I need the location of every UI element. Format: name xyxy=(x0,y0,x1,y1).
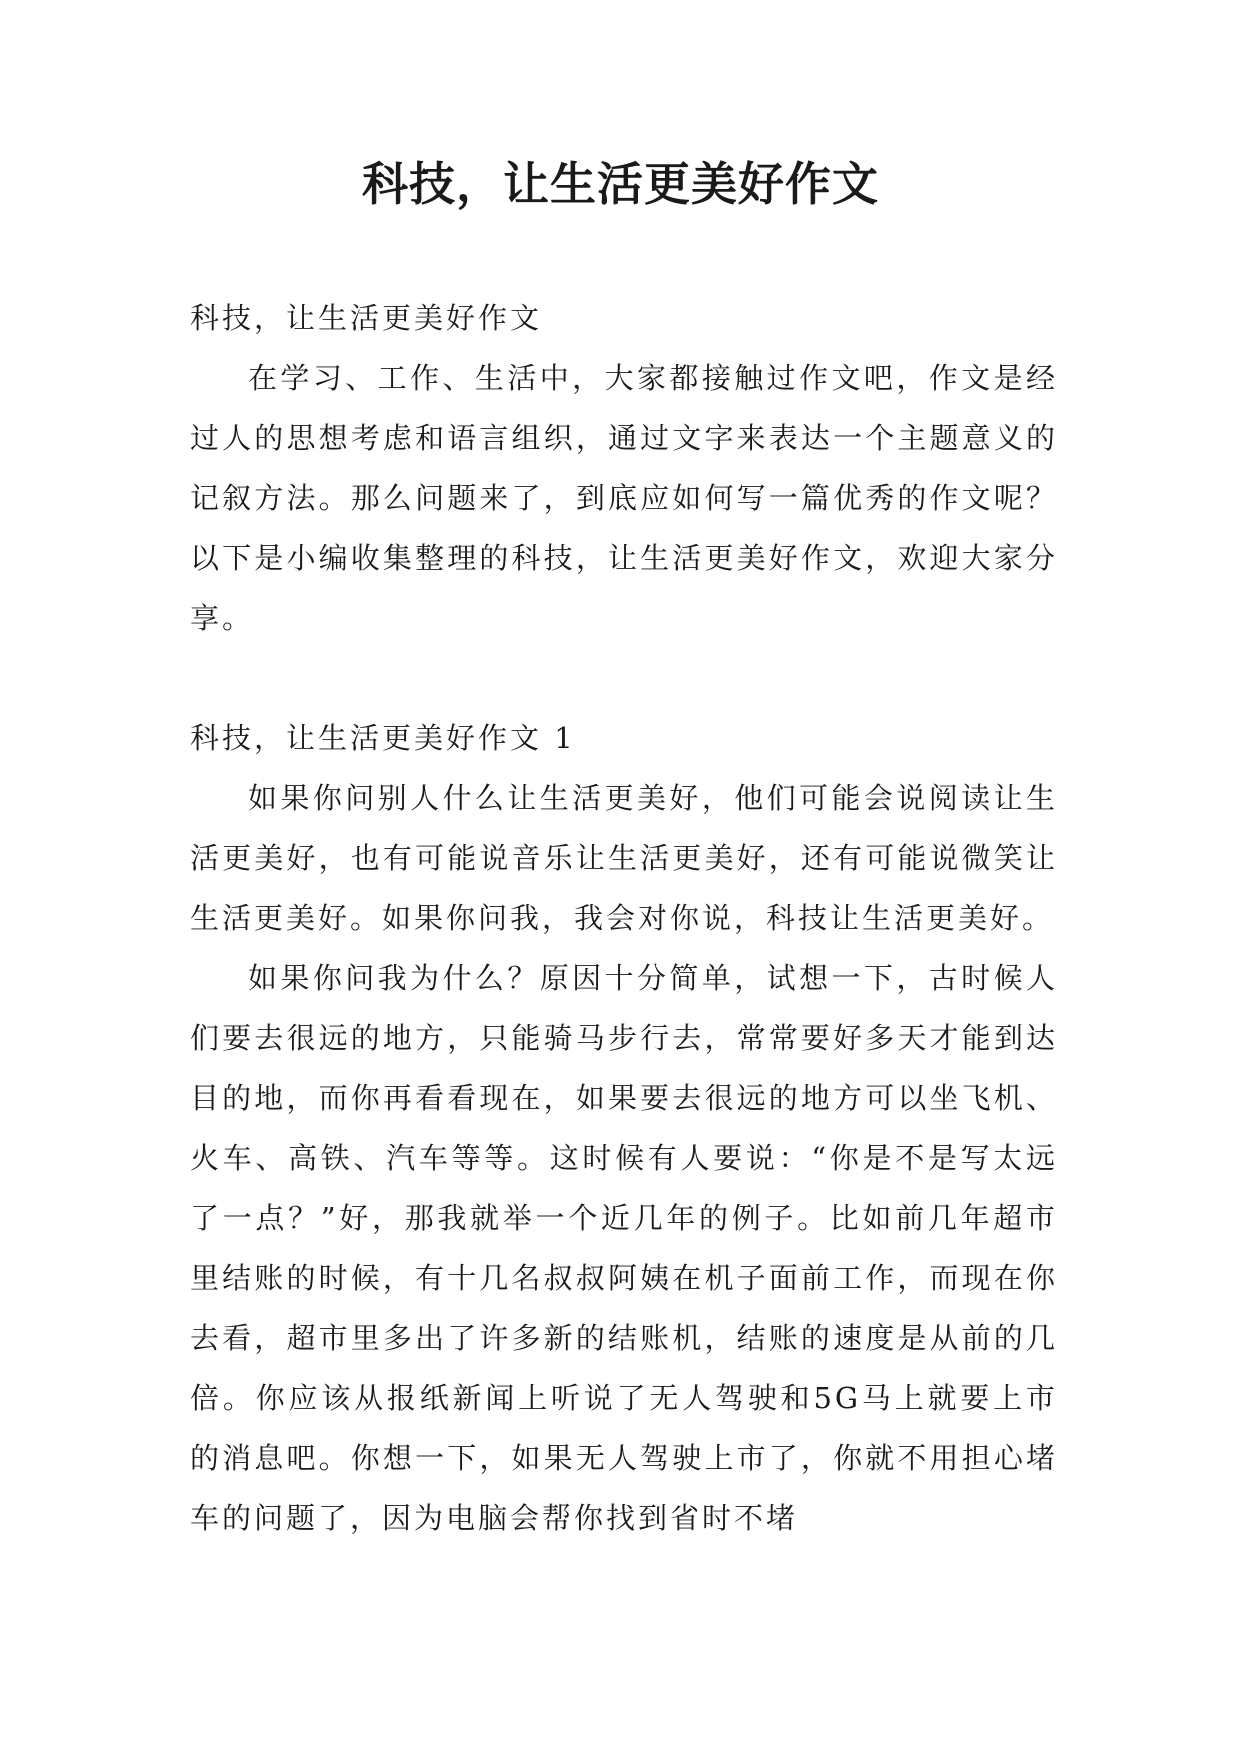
body-paragraph: 如果你问我为什么？原因十分简单，试想一下，古时候人们要去很远的地方，只能骑马步行去，常常要好多天才能到达目的地，而你再看看现在，如果要去很远的地方可以坐飞机、火车、高铁、汽车等等。这时候有人要说：“你是不是写太远了一点？”好，那我就举一个近几年的例子。比如前几年超市里结账的时候，有十几名叔叔阿姨在机子面前工作，而现在你去看，超市里多出了许多新的结账机，结账的速度是从前的几倍。你应该从报纸新闻上听说了无人驾驶和5G马上就要上市的消息吧。你想一下，如果无人驾驶上市了，你就不用担心堵车的问题了，因为电脑会帮你找到省时不堵 xyxy=(190,961,1058,1535)
document-subtitle: 科技，让生活更美好作文 xyxy=(190,301,543,335)
section-heading: 科技，让生活更美好作文 1 xyxy=(190,721,576,755)
body-paragraph: 如果你问别人什么让生活更美好，他们可能会说阅读让生活更美好，也有可能说音乐让生活更美好，还有可能说微笑让生活更美好。如果你问我，我会对你说，科技让生活更美好。 xyxy=(190,781,1058,935)
intro-paragraph: 在学习、工作、生活中，大家都接触过作文吧，作文是经过人的思想考虑和语言组织，通过文字来表达一个主题意义的记叙方法。那么问题来了，到底应如何写一篇优秀的作文呢？以下是小编收集整理的科技，让生活更美好作文，欢迎大家分享。 xyxy=(190,361,1058,635)
document-body xyxy=(190,288,1058,1548)
section-spacer xyxy=(190,648,1058,708)
document-title: 科技，让生活更美好作文 xyxy=(362,157,879,211)
